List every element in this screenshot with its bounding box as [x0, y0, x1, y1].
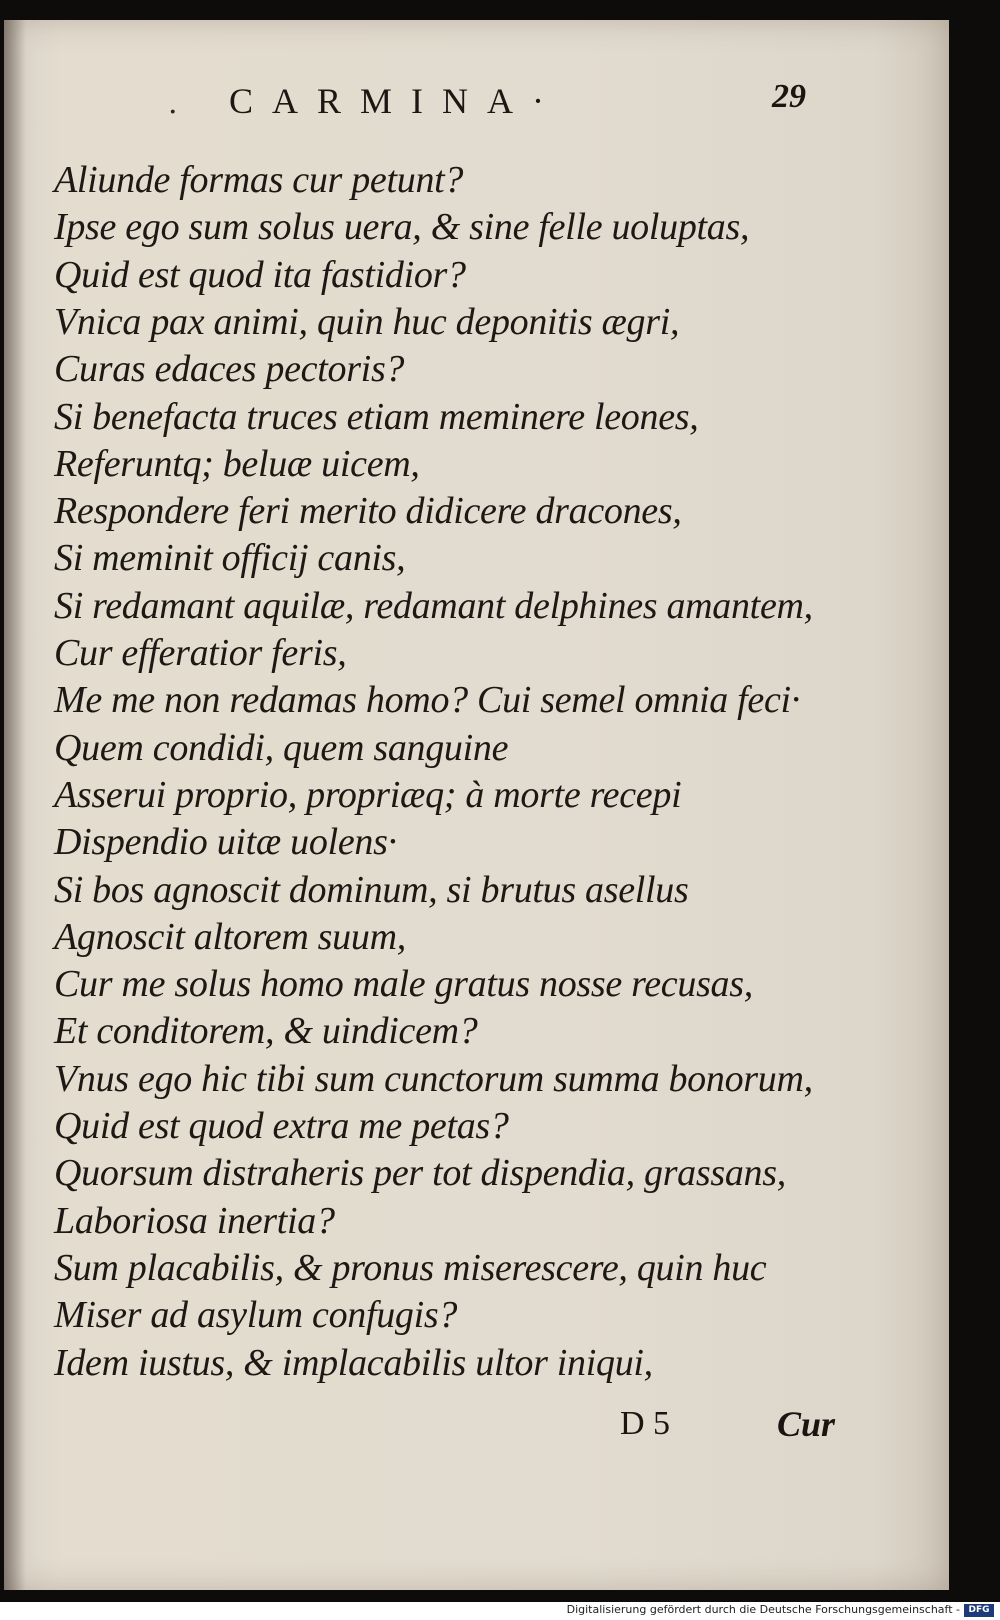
gutter-shadow — [4, 20, 26, 1590]
verse-line: Si meminit officij canis, — [54, 537, 406, 580]
verse-line: Me me non redamas homo? Cui semel omnia feci· — [54, 679, 801, 722]
head-ornament: . — [168, 86, 178, 121]
verse-line: Vnica pax animi, quin huc deponitis ægri, — [54, 300, 680, 343]
verse-line: Cur efferatior feris, — [54, 632, 347, 674]
catchword-line — [4, 1405, 949, 1455]
verse-line: Si redamant aquilæ, redamant delphines amantem, — [54, 584, 813, 627]
dfg-logo: DFG — [964, 1604, 994, 1617]
verse-line: Asserui proprio, propriæq; à morte recepi — [54, 773, 682, 816]
verse-line: Si benefacta truces etiam meminere leones, — [54, 395, 699, 438]
verse-line: Ipse ego sum solus uera, & sine felle uoluptas, — [54, 206, 750, 249]
funding-credit: Digitalisierung gefördert durch die Deutsche Forschungsgemeinschaft - — [566, 1603, 960, 1616]
verse-line: Dispendio uitæ uolens· — [54, 821, 397, 864]
verse-line: Quid est quod ita fastidior? — [54, 253, 466, 296]
verse-line: Agnoscit altorem suum, — [54, 915, 406, 958]
verse-line: Sum placabilis, & pronus miserescere, quin huc — [54, 1246, 767, 1289]
verse-line: Vnus ego hic tibi sum cunctorum summa bonorum, — [54, 1057, 813, 1100]
verse-line: Quem condidi, quem sanguine — [54, 726, 509, 769]
page-number: 29 — [772, 78, 806, 115]
verse-line: Respondere feri merito didicere dracones, — [54, 490, 682, 533]
verse-line: Quorsum distraheris per tot dispendia, grassans, — [54, 1152, 786, 1195]
verse-line: Quid est quod extra me petas? — [54, 1105, 509, 1147]
digitization-footer — [0, 1602, 1000, 1620]
verse-line: Aliunde formas cur petunt? — [54, 159, 464, 201]
verse-line: Laboriosa inertia? — [54, 1199, 335, 1242]
verse-line: Miser ad asylum confugis? — [54, 1294, 458, 1337]
book-page — [4, 20, 949, 1590]
verse-line: Curas edaces pectoris? — [54, 348, 405, 391]
running-title: CARMINA· — [229, 81, 564, 121]
verse-line: Et conditorem, & uindicem? — [54, 1010, 478, 1053]
verse-line: Idem iustus, & implacabilis ultor iniqui, — [54, 1341, 653, 1384]
verse-line: Referuntq; beluæ uicem, — [54, 442, 420, 485]
verse-line: Cur me solus homo male gratus nosse recusas, — [54, 963, 753, 1006]
running-head — [4, 80, 949, 130]
verse-line: Si bos agnoscit dominum, si brutus asellus — [54, 868, 689, 911]
catchword: Cur — [777, 1404, 836, 1444]
signature-mark: D 5 — [620, 1405, 671, 1442]
